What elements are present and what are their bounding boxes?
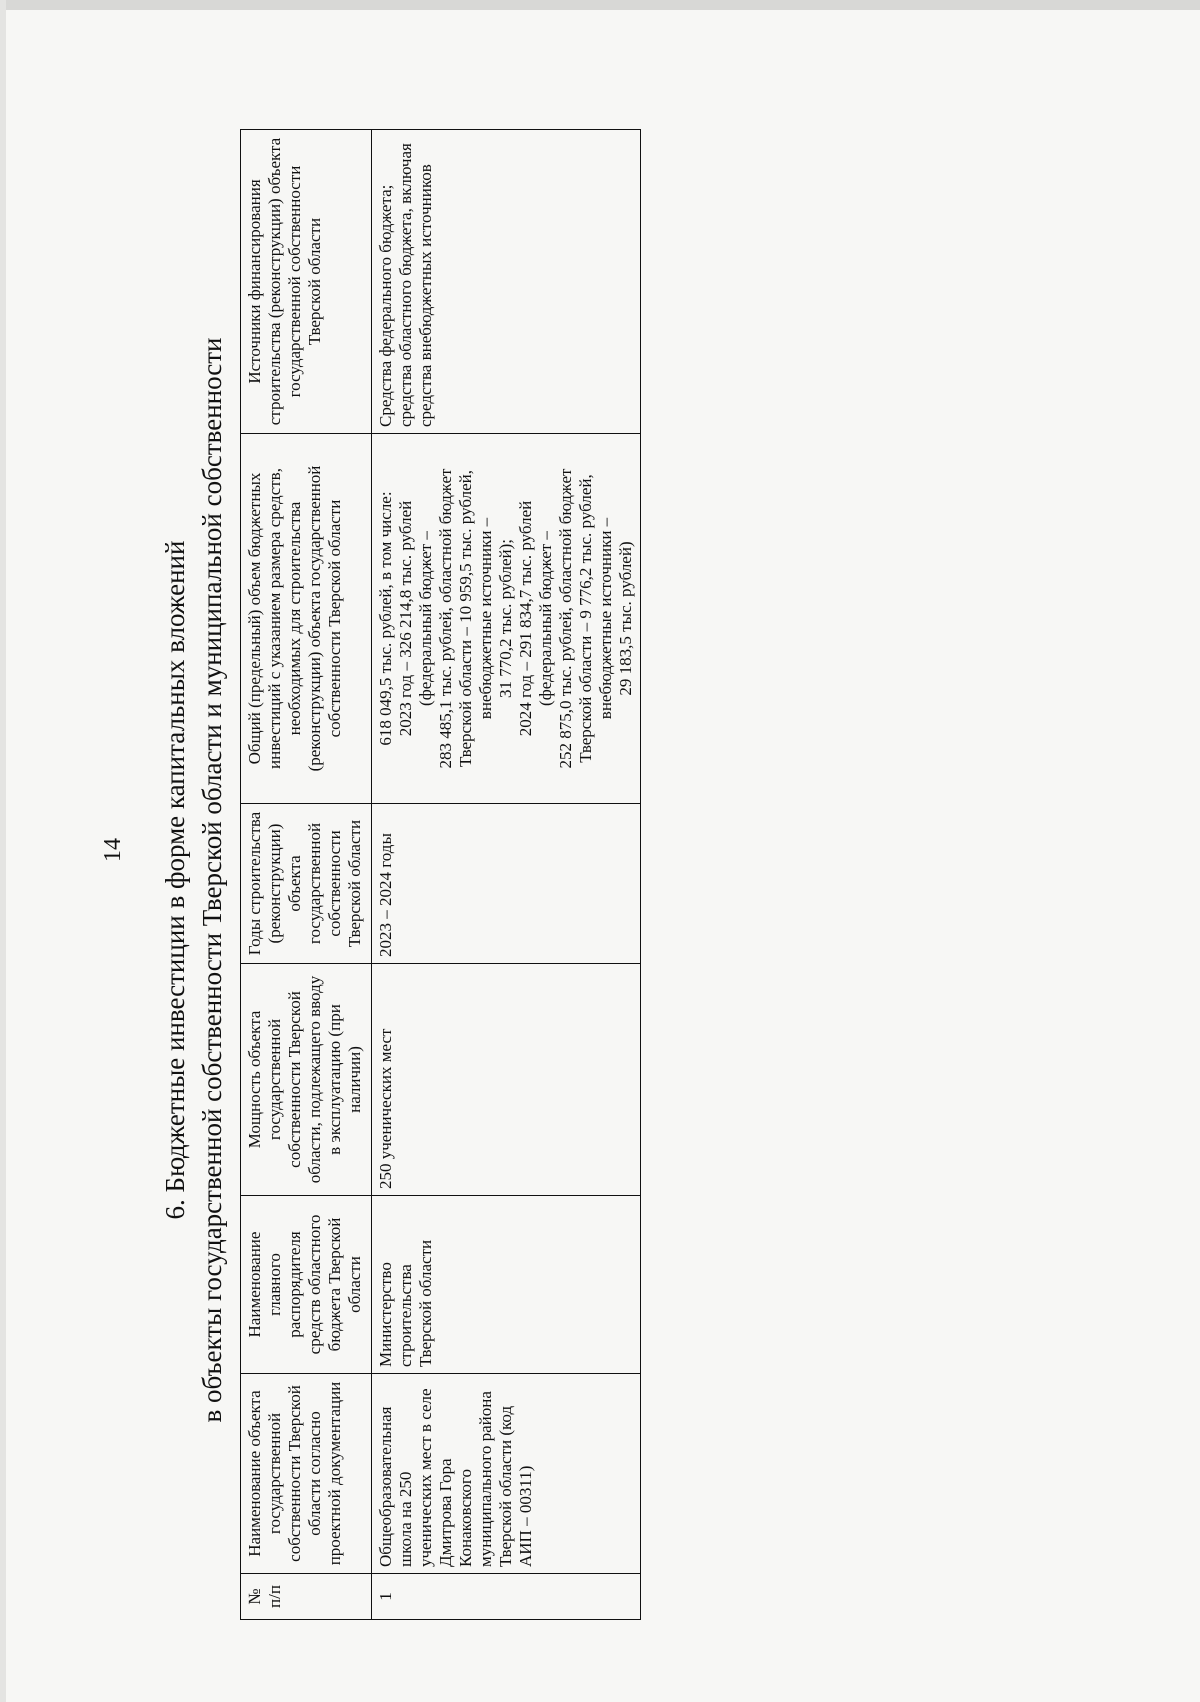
header-num: № п/п bbox=[241, 1574, 372, 1620]
section-title-line-1: 6. Бюджетные инвестиции в форме капитальных вложений bbox=[160, 540, 190, 1220]
cell-investment-volume bbox=[372, 434, 641, 804]
cell-budget-manager: Министерство строительства Тверской области bbox=[372, 1196, 641, 1374]
investment-line: Тверской области – 10 959,5 тыс. рублей, bbox=[456, 470, 475, 767]
rotated-page-content bbox=[100, 100, 1100, 1660]
investment-line: внебюджетные источники – bbox=[596, 517, 615, 720]
scan-border-top bbox=[0, 0, 1200, 10]
table-header-row bbox=[241, 130, 372, 1620]
header-investment-volume: Общий (предельный) объем бюджетных инвестиций с указанием размера средств, необходимых для строительства (реконструкции) объекта государственной собственности Тверской области bbox=[241, 434, 372, 804]
header-funding-sources: Источники финансирования строительства (реконструкции) объекта государственной собственности Тверской области bbox=[241, 130, 372, 434]
cell-funding-sources: Средства федерального бюджета; средства областного бюджета, включая средства внебюджетных источников bbox=[372, 130, 641, 434]
header-capacity: Мощность объекта государственной собственности Тверской области, подлежащего вводу в эксплуатацию (при наличии) bbox=[241, 964, 372, 1196]
cell-object-name: Общеобразовательная школа на 250 ученических мест в селе Дмитрова Гора Конаковского муниципального района Тверской области (код АИП – 00311) bbox=[372, 1374, 641, 1574]
page-number: 14 bbox=[100, 838, 126, 862]
investment-line: (федеральный бюджет – bbox=[416, 531, 435, 706]
investment-line: (федеральный бюджет – bbox=[536, 531, 555, 706]
cell-construction-years: 2023 – 2024 годы bbox=[372, 804, 641, 964]
cell-num: 1 bbox=[372, 1574, 641, 1620]
investment-line: 618 049,5 тыс. рублей, в том числе: bbox=[376, 491, 395, 746]
section-title-line-2: в объекты государственной собственности Тверской области и муниципальной собственности bbox=[197, 337, 227, 1423]
investment-line: 29 183,5 тыс. рублей) bbox=[616, 541, 635, 696]
investment-line: 2023 год – 326 214,8 тыс. рублей bbox=[396, 500, 415, 737]
header-budget-manager: Наименование главного распорядителя средств областного бюджета Тверской области bbox=[241, 1196, 372, 1374]
investment-line: 2024 год – 291 834,7 тыс. рублей bbox=[516, 500, 535, 737]
cell-capacity: 250 ученических мест bbox=[372, 964, 641, 1196]
investment-line: внебюджетные источники – bbox=[476, 517, 495, 720]
investment-line: 31 770,2 тыс. рублей); bbox=[496, 539, 515, 698]
investment-line: 283 485,1 тыс. рублей, областной бюджет bbox=[436, 468, 455, 769]
header-construction-years: Годы строительства (реконструкции) объекта государственной собственности Тверской области bbox=[241, 804, 372, 964]
investment-table bbox=[240, 129, 641, 1620]
investment-line: 252 875,0 тыс. рублей, областной бюджет bbox=[556, 468, 575, 769]
investment-line: Тверской области – 9 776,2 тыс. рублей, bbox=[576, 474, 595, 763]
scan-border-left bbox=[0, 0, 6, 1702]
header-object-name: Наименование объекта государственной собственности Тверской области согласно проектной документации bbox=[241, 1374, 372, 1574]
table-row bbox=[372, 130, 641, 1620]
